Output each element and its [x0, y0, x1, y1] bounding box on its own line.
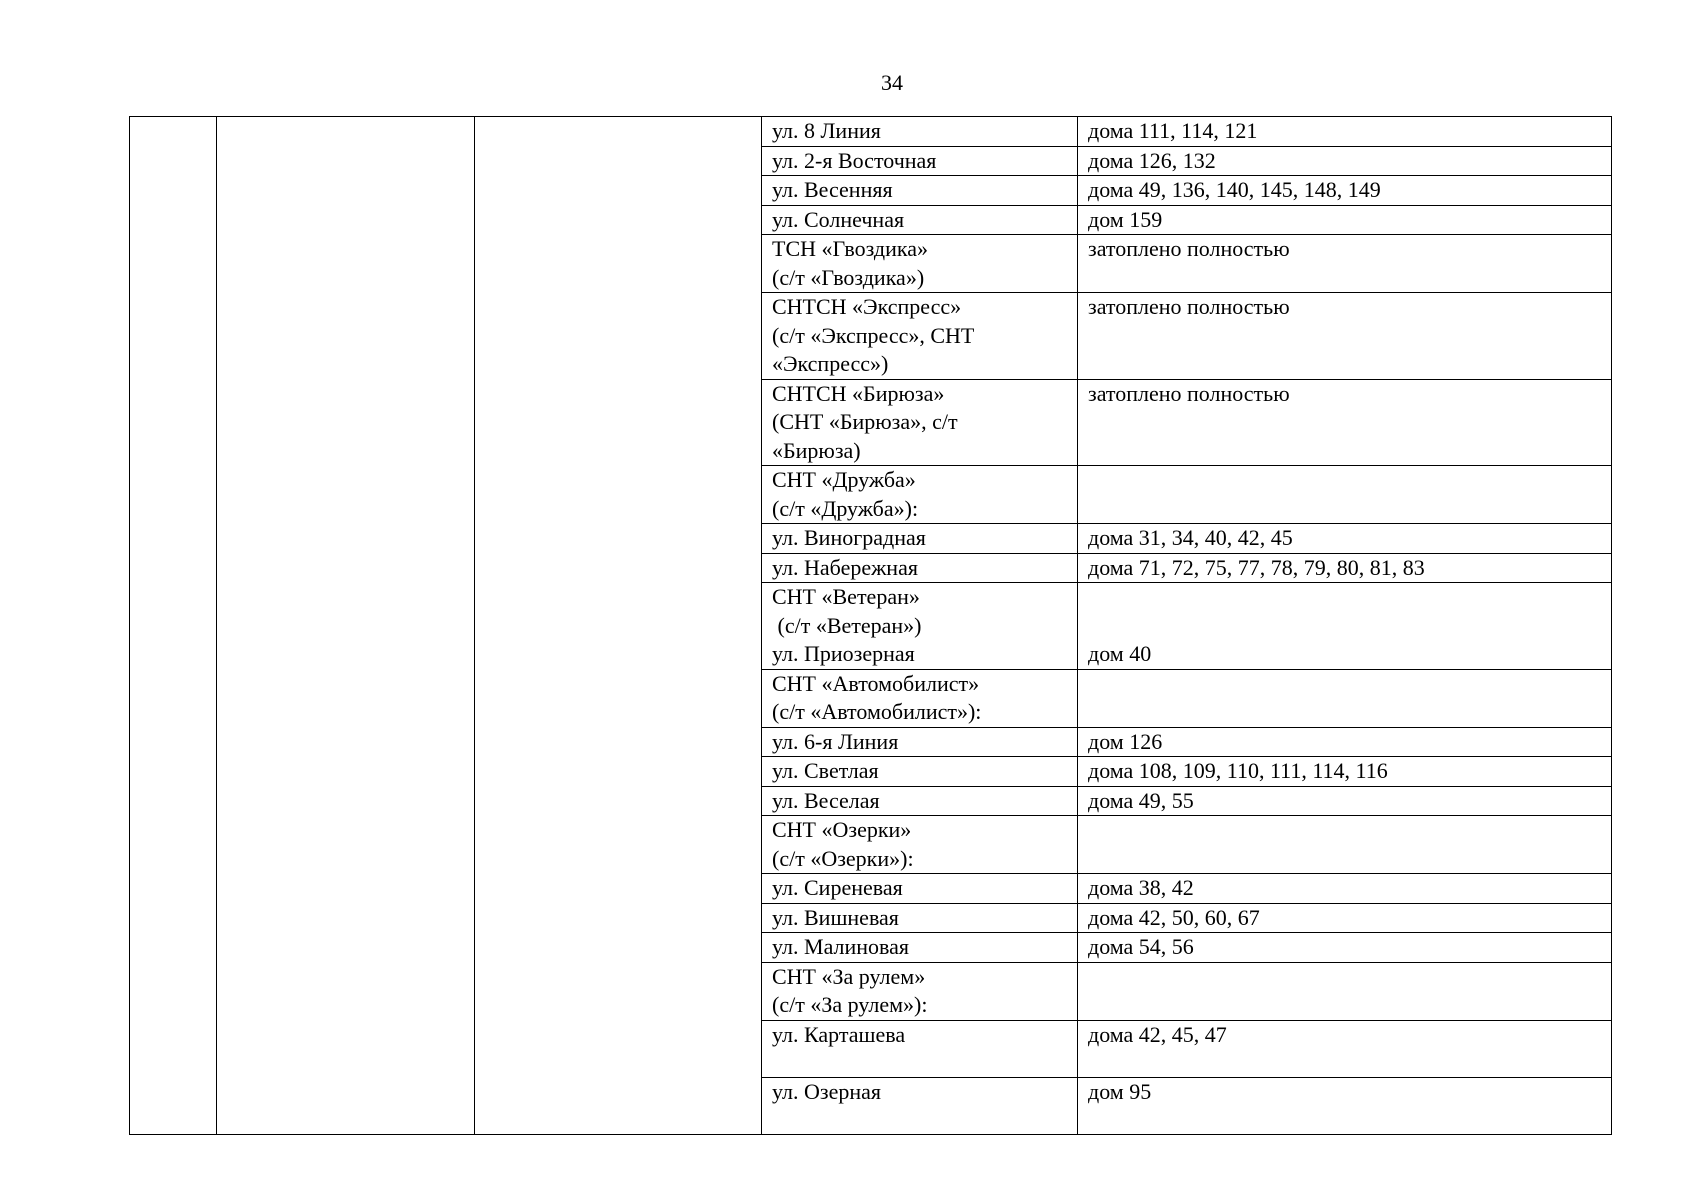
flood-zone-table-container	[129, 116, 1611, 1135]
house-numbers-cell: дома 31, 34, 40, 42, 45	[1078, 524, 1612, 554]
empty-column-2	[217, 117, 475, 1135]
house-numbers-cell: дома 111, 114, 121	[1078, 117, 1612, 147]
street-name-cell: ул. Вишневая	[762, 903, 1078, 933]
street-name-cell: СНТ «Автомобилист» (с/т «Автомобилист»):	[762, 669, 1078, 727]
street-name-cell: ул. 8 Линия	[762, 117, 1078, 147]
house-numbers-cell	[1078, 669, 1612, 727]
street-name-cell: СНТ «За рулем» (с/т «За рулем»):	[762, 962, 1078, 1020]
empty-column-1	[130, 117, 217, 1135]
street-name-cell: ул. Озерная	[762, 1077, 1078, 1134]
house-numbers-cell: дом 40	[1078, 583, 1612, 670]
street-name-cell: ул. Набережная	[762, 553, 1078, 583]
house-numbers-cell: затоплено полностью	[1078, 235, 1612, 293]
table-row	[130, 117, 1612, 147]
street-name-cell: ул. Светлая	[762, 757, 1078, 787]
flood-zone-table	[129, 116, 1612, 1135]
street-name-cell: СНТСН «Бирюза» (СНТ «Бирюза», с/т «Бирюза)	[762, 379, 1078, 466]
street-name-cell: ул. Сиреневая	[762, 874, 1078, 904]
house-numbers-cell: дома 108, 109, 110, 111, 114, 116	[1078, 757, 1612, 787]
house-numbers-cell	[1078, 816, 1612, 874]
house-numbers-cell: дома 42, 45, 47	[1078, 1020, 1612, 1077]
house-numbers-cell: дома 49, 136, 140, 145, 148, 149	[1078, 176, 1612, 206]
empty-column-3	[475, 117, 762, 1135]
street-name-cell: СНТ «Ветеран» (с/т «Ветеран») ул. Приозерная	[762, 583, 1078, 670]
house-numbers-cell: дом 126	[1078, 727, 1612, 757]
street-name-cell: ул. Солнечная	[762, 205, 1078, 235]
street-name-cell: ул. 2-я Восточная	[762, 146, 1078, 176]
house-numbers-cell: дома 42, 50, 60, 67	[1078, 903, 1612, 933]
street-name-cell: ул. Малиновая	[762, 933, 1078, 963]
street-name-cell: ул. Весенняя	[762, 176, 1078, 206]
street-name-cell: ул. Виноградная	[762, 524, 1078, 554]
street-name-cell: СНТ «Дружба» (с/т «Дружба»):	[762, 466, 1078, 524]
street-name-cell: ТСН «Гвоздика» (с/т «Гвоздика»)	[762, 235, 1078, 293]
house-numbers-cell: дома 49, 55	[1078, 786, 1612, 816]
page-number: 34	[881, 70, 903, 95]
house-numbers-cell: затоплено полностью	[1078, 379, 1612, 466]
street-name-cell: СНТ «Озерки» (с/т «Озерки»):	[762, 816, 1078, 874]
house-numbers-cell: дома 71, 72, 75, 77, 78, 79, 80, 81, 83	[1078, 553, 1612, 583]
street-name-cell: ул. Веселая	[762, 786, 1078, 816]
street-name-cell: СНТСН «Экспресс» (с/т «Экспресс», СНТ «Экспресс»)	[762, 293, 1078, 380]
street-name-cell: ул. 6-я Линия	[762, 727, 1078, 757]
street-name-cell: ул. Карташева	[762, 1020, 1078, 1077]
house-numbers-cell: дома 126, 132	[1078, 146, 1612, 176]
house-numbers-cell: дома 54, 56	[1078, 933, 1612, 963]
house-numbers-cell: затоплено полностью	[1078, 293, 1612, 380]
house-numbers-cell: дома 38, 42	[1078, 874, 1612, 904]
house-numbers-cell: дом 95	[1078, 1077, 1612, 1134]
house-numbers-cell	[1078, 466, 1612, 524]
house-numbers-cell: дом 159	[1078, 205, 1612, 235]
house-numbers-cell	[1078, 962, 1612, 1020]
table-body	[130, 117, 1612, 1135]
